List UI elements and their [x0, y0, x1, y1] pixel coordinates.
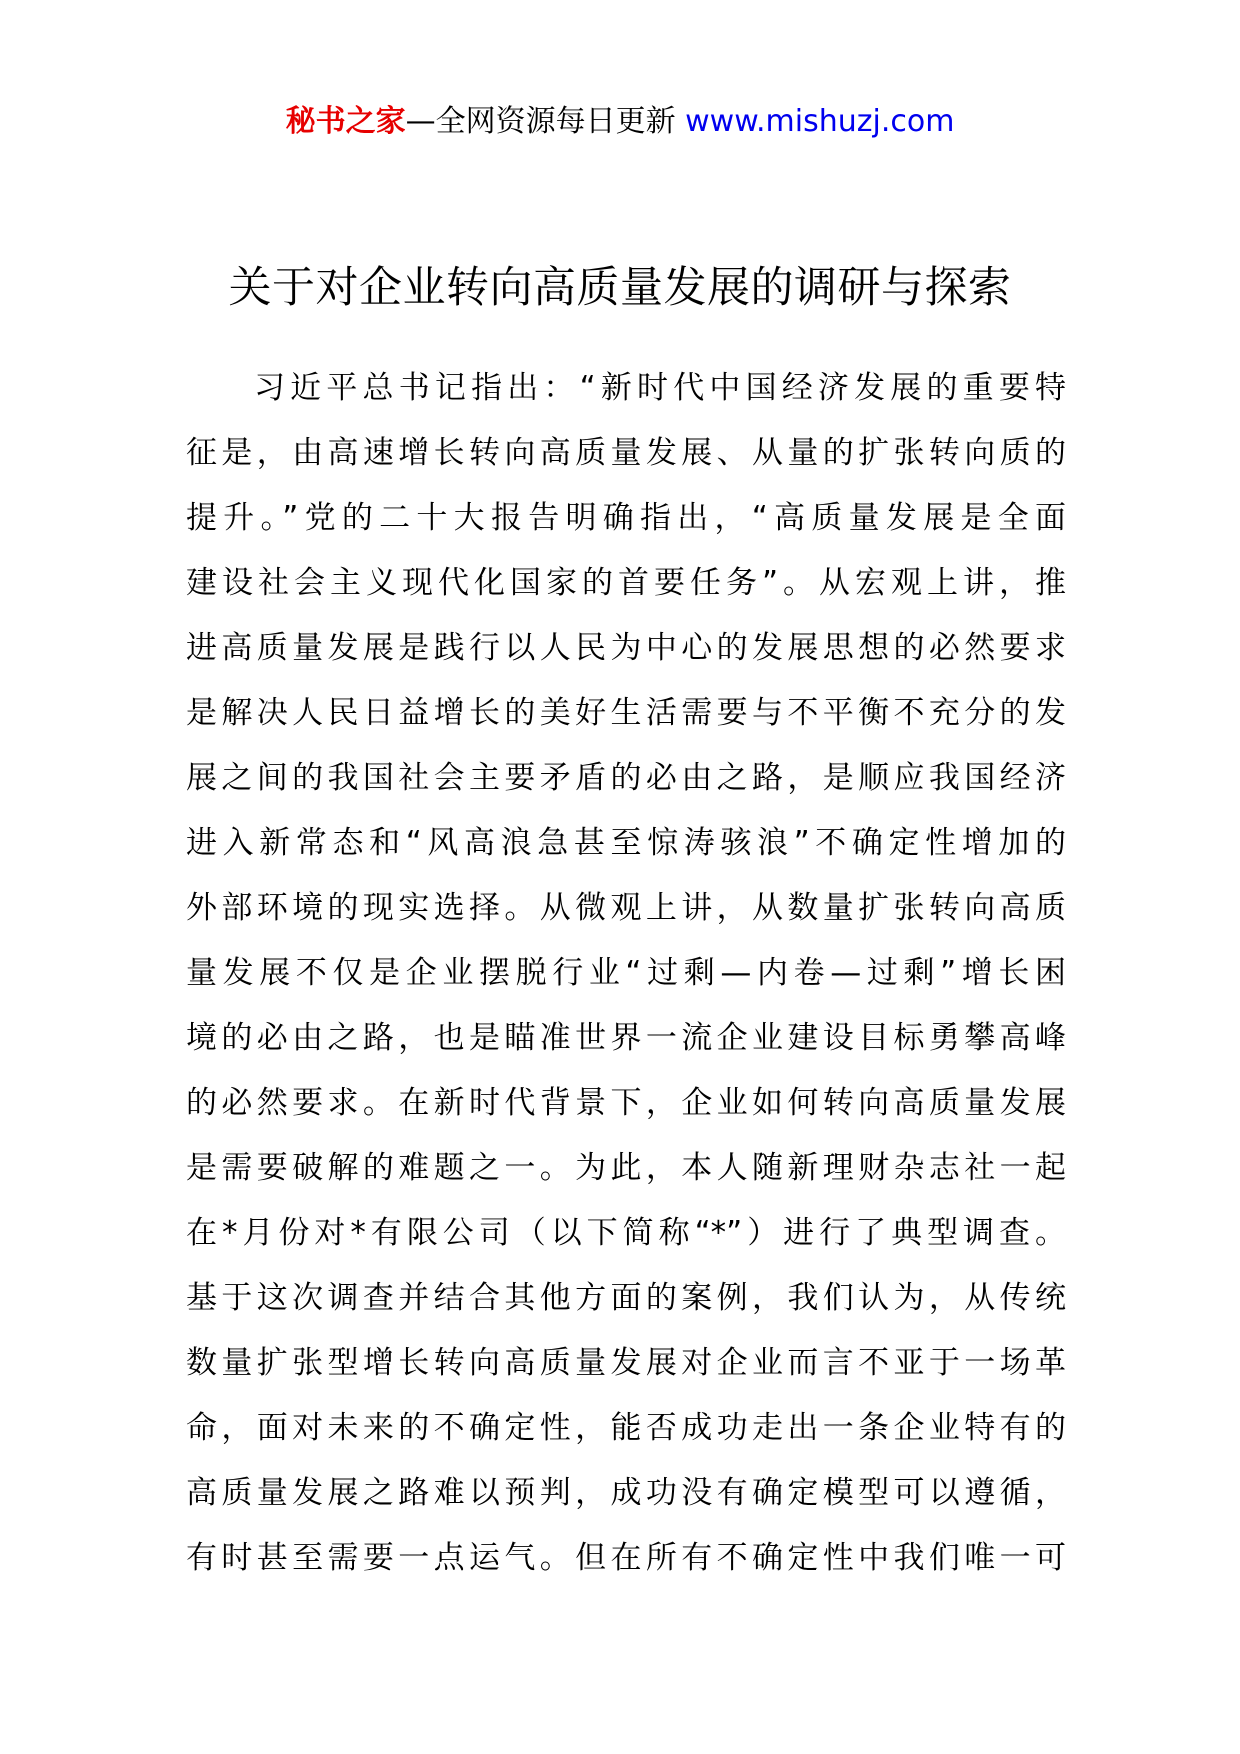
document-body — [186, 356, 1066, 1591]
paragraph-line: 进入新常态和“风高浪急甚至惊涛骇浪”不确定性增加的 — [186, 825, 1066, 861]
paragraph-line: 进高质量发展是践行以人民为中心的发展思想的必然要求 — [186, 630, 1066, 666]
paragraph-line: 提升。”党的二十大报告明确指出，“高质量发展是全面 — [186, 500, 1066, 536]
paragraph-line: 有时甚至需要一点运气。但在所有不确定性中我们唯一可 — [186, 1540, 1066, 1576]
paragraph-line: 基于这次调查并结合其他方面的案例，我们认为，从传统 — [186, 1280, 1066, 1316]
document-title: 关于对企业转向高质量发展的调研与探索 — [228, 263, 1012, 313]
site-tagline: —全网资源每日更新 — [405, 104, 686, 139]
site-url-link[interactable]: www.mishuzj.com — [685, 104, 955, 139]
paragraph-line: 高质量发展之路难以预判，成功没有确定模型可以遵循， — [186, 1475, 1066, 1511]
paragraph-line: 展之间的我国社会主要矛盾的必由之路，是顺应我国经济 — [186, 760, 1066, 796]
paragraph-line: 习近平总书记指出：“新时代中国经济发展的重要特 — [254, 370, 1066, 406]
paragraph-line: 征是，由高速增长转向高质量发展、从量的扩张转向质的 — [186, 435, 1066, 471]
paragraph-line: 的必然要求。在新时代背景下，企业如何转向高质量发展 — [186, 1085, 1066, 1121]
paragraph-line: 数量扩张型增长转向高质量发展对企业而言不亚于一场革 — [186, 1345, 1066, 1381]
paragraph-line: 外部环境的现实选择。从微观上讲，从数量扩张转向高质 — [186, 890, 1066, 926]
site-brand: 秘书之家 — [285, 104, 406, 139]
paragraph-line: 量发展不仅是企业摆脱行业“过剩—内卷—过剩”增长困 — [186, 955, 1066, 991]
paragraph-line: 境的必由之路，也是瞄准世界一流企业建设目标勇攀高峰 — [186, 1020, 1066, 1056]
paragraph-line: 命，面对未来的不确定性，能否成功走出一条企业特有的 — [186, 1410, 1066, 1446]
paragraph-line: 是解决人民日益增长的美好生活需要与不平衡不充分的发 — [186, 695, 1066, 731]
paragraph-line: 建设社会主义现代化国家的首要任务”。从宏观上讲，推 — [186, 565, 1066, 601]
site-header — [0, 100, 1240, 144]
paragraph-line: 是需要破解的难题之一。为此，本人随新理财杂志社一起 — [186, 1150, 1066, 1186]
paragraph-line: 在*月份对*有限公司（以下简称“*”）进行了典型调查。 — [186, 1215, 1066, 1251]
